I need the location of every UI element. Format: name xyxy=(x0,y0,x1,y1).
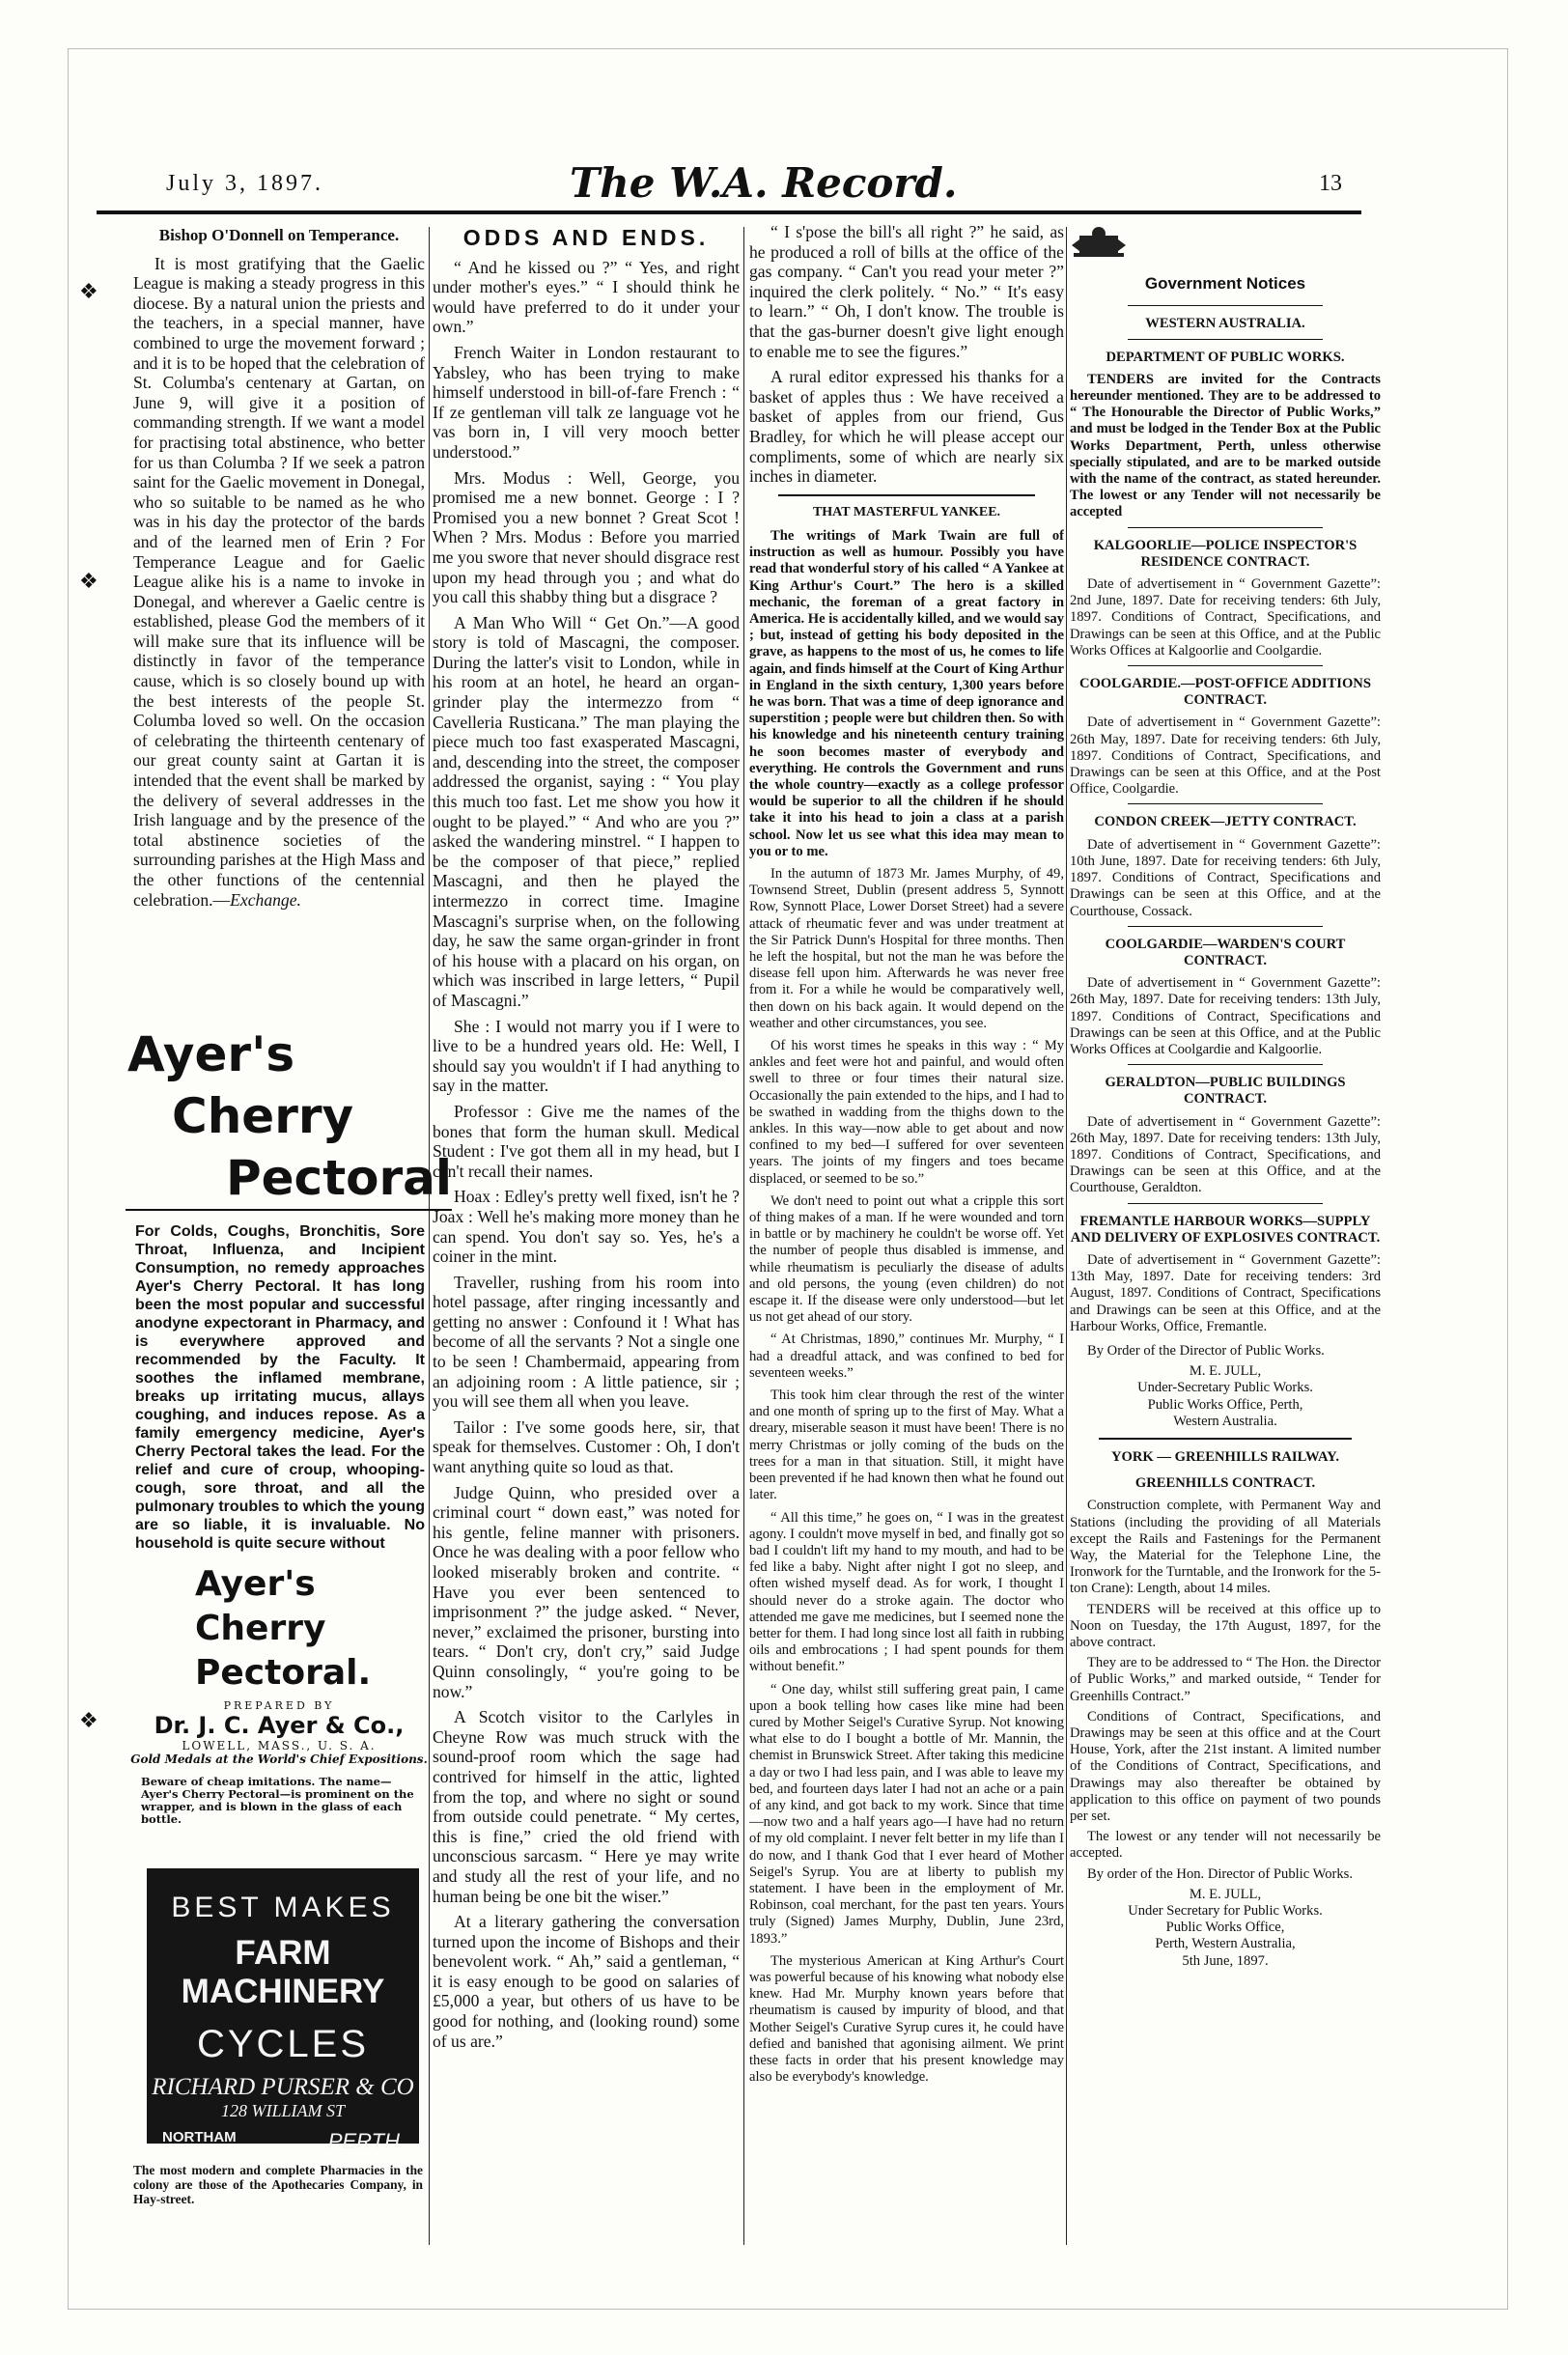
anecdote: A Man Who Will “ Get On.”—A good story is told of Mascagni, the composer. During the latter's visit to London, while in his room at an hotel, he heard an organ-grinder play the intermezzo from “ Cavelleria Rusticana.” The man playing the piece much too fast exasperated Mascagni, and, descending into the street, the composer addressed the organist, saying : “ You play this much too fast. Let me show you how it ought to be played.” “ And who are you ?” asked the wandering minstrel. “ I happen to be the composer of that piece,” replied Mascagni, and then he played the intermezzo in correct time. Imagine Mascagni's surprise when, on the following day, he saw the same organ-grinder in front of his house with a placard on his organ, on which was inscribed in large letters, “ Pupil of Mascagni.” xyxy=(433,612,740,1010)
header-rule xyxy=(97,210,1361,214)
section-heading: ODDS AND ENDS. xyxy=(462,225,710,250)
railway-paragraph: The lowest or any tender will not necessarily be accepted. xyxy=(1070,1829,1381,1862)
ad-line: 128 WILLIAM ST xyxy=(220,2101,345,2120)
separator xyxy=(1128,305,1323,306)
anecdote: Traveller, rushing from his room into hotel passage, after ringing incessantly and getting no answer : Confound it ! What has become of all the servants ? Not a single one to be seen ! Chambermaid, appearing from an adjoining room : A little patience, sir ; you will see them all when you leave. xyxy=(433,1272,740,1412)
signer-name: M. E. JULL, xyxy=(1189,1886,1262,1902)
contract-body: Date of advertisement in “ Government Gazette”: 13th May, 1897. Date for receiving tenders: 3rd August, 1897. Conditions of Contract, Specifications and Drawings can be seen at this Office, and at the Harbour Works, Office, Fremantle. xyxy=(1070,1251,1381,1334)
article-intro: The writings of Mark Twain are full of instruction as well as humour. Possibly you have read that wonderful story of his called “ A Yankee at King Arthur's Court.” The hero is a skilled mechanic, the foreman of a great factory in America. He is accidentally killed, and we would say ; but, instead of getting his body deposited in the grave, as happens to the most of us, he comes to life again, and finds himself at the Court of King Arthur in England in the sixth century, 1,300 years before he was born. That was a time of deep ignorance and superstition ; people were but children then. So with his knowledge and his nineteenth century training he soon becomes master of everybody and everything. He controls the Government and runs the whole country—exactly as a college professor would be superior to all the children if he should take it into his head to join a class at a parish school. Now let us see what this idea may mean to you or to me. xyxy=(749,527,1064,859)
anecdote: She : I would not marry you if I were to live to be a hundred years old. He: Well, I should say you wouldn't if I had anything to say in the matter. xyxy=(433,1016,740,1096)
article-paragraph: We don't need to point out what a cripple this sort of thing makes of a man. If he were wounded and torn in battle or by machinery he couldn't be worse off. Yet the number of people thus disabled is immense, and while rheumatism is peculiarly the disease of adults and old persons, the young (even children) do not escape it. If the disease were only understood—but let us not get ahead of our story. xyxy=(749,1192,1064,1326)
ad-small-line: Pectoral. xyxy=(195,1653,372,1693)
contract-body: Date of advertisement in “ Government Gazette”: 2nd June, 1897. Date for receiving tenders: 6th July, 1897. Conditions of Contract, Specifications, and Drawings can be seen at this Office, and at the Public Works Offices at Kalgoorlie and Coolgardie. xyxy=(1070,576,1381,659)
ad-maker: Dr. J. C. Ayer & Co., xyxy=(154,1712,405,1739)
column-3 xyxy=(749,222,1064,2259)
ad-line: NORTHAM PERTH xyxy=(162,2129,400,2153)
section-heading: Government Notices xyxy=(1144,274,1306,294)
article-heading: THAT MASTERFUL YANKEE. xyxy=(812,504,1001,519)
notice-date: 5th June, 1897. xyxy=(1182,1952,1269,1969)
purser-advertisement xyxy=(147,1868,419,2153)
signer-title: Under-Secretary Public Works. xyxy=(1137,1380,1313,1396)
ad-title-line: Pectoral xyxy=(126,1147,452,1211)
ad-line: CYCLES xyxy=(196,2023,370,2065)
ad-title-line: Cherry xyxy=(172,1088,354,1144)
issue-date: July 3, 1897. xyxy=(166,171,324,196)
anecdote: Tailor : I've some goods here, sir, that speak for themselves. Customer : Oh, I don't want anything quite so loud as that. xyxy=(433,1416,740,1477)
anecdote: At a literary gathering the conversation turned upon the income of Bishops and their benevolent work. “ Ah,” said a gentleman, “ it is easy enough to be good on salaries of £5,000 a year, but others of us have to be good for nothing, and (looking round) some of us are.” xyxy=(433,1912,740,2051)
anecdote: French Waiter in London restaurant to Yabsley, who has been trying to make himself understood in bill-of-fare French : “ If ze gentleman vill talk ze language vot he vas born in, I vill very mooch better understood.” xyxy=(433,342,740,462)
notice-heading: WESTERN AUSTRALIA. xyxy=(1145,316,1305,332)
office-line: Public Works Office, Perth, xyxy=(1147,1396,1303,1413)
masthead-title: The W.A. Record. xyxy=(570,159,958,207)
separator xyxy=(1128,926,1323,927)
contract-title: CONDON CREEK—JETTY CONTRACT. xyxy=(1094,814,1357,830)
notice-subheading: GREENHILLS CONTRACT. xyxy=(1134,1475,1316,1492)
ad-prepared-by: PREPARED BY xyxy=(223,1699,335,1712)
column-divider xyxy=(1066,227,1067,2245)
railway-paragraph: By order of the Hon. Director of Public Works. xyxy=(1087,1865,1353,1882)
anecdote: A Scotch visitor to the Carlyles in Cheyne Row was much struck with the sound-proof room which the sage had contrived for himself in the attic, lighted from the top, and where no sight or sound from outside could penetrate. “ My certes, this is fine,” cried the old friend with unconscious sarcasm. “ Here ye may write and study all the rest of your life, and no human being be one bit the wiser.” xyxy=(433,1707,740,1906)
anecdote: Hoax : Edley's pretty well fixed, isn't he ? Joax : Well he's making more money than he can spend. You don't say so. Yes, he's a coiner in the mint. xyxy=(433,1187,740,1267)
contract-title: COOLGARDIE—WARDEN'S COURT CONTRACT. xyxy=(1105,936,1346,968)
separator xyxy=(1128,665,1323,666)
ad-small-line: Cherry xyxy=(195,1609,326,1648)
separator xyxy=(1128,803,1323,804)
separator xyxy=(1128,527,1323,528)
separator xyxy=(1099,1438,1352,1440)
notice-heading: DEPARTMENT OF PUBLIC WORKS. xyxy=(1106,349,1345,365)
contract-body: Date of advertisement in “ Government Gazette”: 26th May, 1897. Date for receiving tenders: 13th July, 1897. Conditions of Contract, Specifications and Drawings can be seen at this Office, and at the Public Works Offices at Coolgardie and Kalgoorlie. xyxy=(1070,975,1381,1057)
column-divider xyxy=(743,227,744,2245)
railway-paragraph: Construction complete, with Permanent Way and Stations (including the providing of all Materials except the Rails and Fastenings for the Permanent Way, the Material for the Telephone Line, the Ironwork for the Turntable, and the Ironwork for the 5-ton Crane): Length, about 14 miles. xyxy=(1070,1498,1381,1597)
contract-title: COOLGARDIE.—POST-OFFICE ADDITIONS CONTRACT. xyxy=(1079,676,1371,709)
railway-paragraph: They are to be addressed to “ The Hon. the Director of Public Works,” and marked outside, “ Tender for Greenhills Contract.” xyxy=(1070,1655,1381,1704)
article-paragraph: This took him clear through the rest of the winter and one month of spring up to the first of May. What a dreary, miserable season it must have been! There is no merry Christmas or jolly coming of the buds on the trees for a man in that situation. Still, it might have been prevented if he had known then what he found out later. xyxy=(749,1388,1064,1503)
page-number: 13 xyxy=(1319,171,1342,196)
ad-line: RICHARD PURSER & CO xyxy=(152,2074,414,2100)
anecdote: A rural editor expressed his thanks for a basket of apples thus : We have received a basket of apples from our friend, Gus Bradley, for which he will please accept our compliments, some of which are nearly six inches in diameter. xyxy=(749,367,1064,487)
contract-body: Date of advertisement in “ Government Gazette”: 26th May, 1897. Date for receiving tenders: 6th July, 1897. Conditions of Contract, Specifications, and Drawings can be seen at this Office, and at the Post Office, Coolgardie. xyxy=(1070,715,1381,798)
contract-body: Date of advertisement in “ Government Gazette”: 10th June, 1897. Date for receiving tenders: 6th July, 1897. Conditions of Contract, Specifications and Drawings can be seen at this Office, and at the Courthouse, Cossack. xyxy=(1070,836,1381,919)
column-1 xyxy=(133,222,425,1004)
contract-title: GERALDTON—PUBLIC BUILDINGS CONTRACT. xyxy=(1105,1075,1346,1107)
article-heading: Bishop O'Donnell on Temperance. xyxy=(158,226,400,244)
anecdote: Professor : Give me the names of the bones that form the human skull. Medical Student : I've got them all in my head, but I can't recall their names. xyxy=(433,1101,740,1181)
separator xyxy=(1128,1203,1323,1204)
contract-body: Date of advertisement in “ Government Gazette”: 26th May, 1897. Date for receiving tenders: 13th July, 1897. Conditions of Contract, Specifications, and Drawings can be seen at this Office, and at the Courthouse, Geraldton. xyxy=(1070,1113,1381,1196)
article-paragraph: “ One day, whilst still suffering great pain, I came upon a book telling how cases like mine had been cured by Mother Seigel's Curative Syrup. Not knowing what else to do I bought a bottle of Mr. Mannin, the chemist in Brunswick Street. After taking this medicine a day or two I had less pain, and I was able to leave my bed, and fourteen days later I had not an ache or a pain of any kind, and got back to my work. Since that time—now two and a half years ago—I have had no return of my old complaint. I never felt better in my life than I do now, and I thank God that I ever heard of Mother Seigel's Syrup. You are at liberty to publish my statement. I have been in the employment of Mr. Robinson, coal merchant, for the past ten years. Yours truly (Signed) James Murphy, Dublin, June 23rd, 1893.” xyxy=(749,1681,1064,1947)
ad-small-line: Ayer's xyxy=(195,1564,316,1604)
signer-name: M. E. JULL, xyxy=(1189,1363,1262,1380)
ad-location: LOWELL, MASS., U. S. A. xyxy=(182,1739,377,1752)
railway-paragraph: Conditions of Contract, Specifications, and Drawings may be seen at this office and at the Court House, York, after the 21st instant. A limited number of the Conditions of Contract, Specifications, and Drawings may also thereafter be obtained by application to this office on payment of two pounds per set. xyxy=(1070,1708,1381,1825)
ad-body: For Colds, Coughs, Bronchitis, Sore Throat, Influenza, and Incipient Consumption, no remedy approaches Ayer's Cherry Pectoral. It has long been the most popular and successful anodyne expectorant in Pharmacy, and is everywhere approved and recommended by the Faculty. It soothes the inflamed membrane, breaks up irritating mucus, allays coughing, and induces repose. As a family emergency medicine, Ayer's Cherry Pectoral takes the lead. For the relief and cure of croup, whooping-cough, sore throat, and all the pulmonary troubles to which the young are so liable, it is invaluable. No household is quite secure without xyxy=(135,1223,425,1552)
margin-mark: ❖ xyxy=(79,570,98,594)
column-2 xyxy=(433,222,740,2259)
office-line: Western Australia. xyxy=(1173,1413,1277,1429)
margin-mark: ❖ xyxy=(79,280,98,304)
column-4 xyxy=(1070,222,1381,2259)
notice-heading: YORK — GREENHILLS RAILWAY. xyxy=(1110,1448,1339,1465)
anecdote: Mrs. Modus : Well, George, you promised me a new bonnet. George : I ? Promised you a new bonnet ? Great Scot ! When ? Mrs. Modus : Before you married me you swore that never should disgrace rest upon my head through you ; and what do you call this shabby thing but a disgrace ? xyxy=(433,467,740,607)
article-body: It is most gratifying that the Gaelic League is making a steady progress in this diocese. By a natural union the priests and the teachers, in a special manner, have combined to urge the movement forward ; and it is to be hoped that the celebration of St. Columba's centenary at Gartan, on June 9, will give it a position of commanding strength. If we want a model for practising total abstinence, who better for us than Columba ? If we seek a patron saint for the Gaelic movement in Donegal, who so suitable to be named as he who was in his day the protector of the bards and of the learned men of Erin ? For Temperance League and for Gaelic League alike his is a name to invoke in Donegal, and wherever a Gaelic centre is established, please God the members of it will make sure that its influence will be distinctly in favor of the temperance cause, which is so closely bound up with the best interests of the people St. Columba loved so well. On the occasion of celebrating the thirteenth centenary of our great county saint at Gartan it is intended that the event shall be marked by the delivery of several addresses in the Irish language and by the presence of the total abstinence societies of the surrounding parishes at the High Mass and the other functions of the centennial celebration.—Exchange. xyxy=(133,253,425,910)
contract-title: KALGOORLIE—POLICE INSPECTOR'S RESIDENCE CONTRACT. xyxy=(1093,537,1358,570)
coat-of-arms-icon xyxy=(1070,224,1128,263)
apothecaries-notice: The most modern and complete Pharmacies in the colony are those of the Apothecaries Company, in Hay-street. xyxy=(133,2163,423,2206)
article-credit: Exchange. xyxy=(230,889,301,910)
margin-mark: ❖ xyxy=(79,1709,98,1733)
page-header xyxy=(97,159,1361,208)
ad-beware-notice: Beware of cheap imitations. The name—Ayer's Cherry Pectoral—is prominent on the wrapper, and is blown in the glass of each bottle. xyxy=(141,1775,414,1826)
ad-gold-medals: Gold Medals at the World's Chief Expositions. xyxy=(130,1752,428,1766)
signer-title: Under Secretary for Public Works. xyxy=(1128,1903,1323,1920)
anecdote: Judge Quinn, who presided over a criminal court “ down east,” was noted for his gentle, feline manner with prisoners. Once he was dealing with a poor fellow who looked miserably broken and contrite. “ Have you ever been sentenced to imprisonment ?” the judge asked. “ Never, never,” exclaimed the prisoner, bursting into tears. “ Don't cry, don't cry,” said Judge Quinn consolingly, “ you're going to be now.” xyxy=(433,1482,740,1701)
separator xyxy=(1128,339,1323,340)
order-line: By Order of the Director of Public Works. xyxy=(1087,1342,1325,1359)
article-paragraph: “ All this time,” he goes on, “ I was in the greatest agony. I couldn't move myself in bed, and finally got so bad I couldn't lift my hand to my mouth, and had to be fed like a baby. Night after night I got no sleep, and often wished myself dead. As for work, I thought I should never do a stroke again. The doctor who attended me gave me medicines, but I seemed none the better for them. I had long since lost all faith in rubbing oils and embrocations ; I had spent pounds for them without benefit.” xyxy=(749,1509,1064,1675)
article-paragraph: The mysterious American at King Arthur's Court was powerful because of his knowing what nobody else knew. Had Mr. Murphy known years before that rheumatism is caused by impurity of blood, and that Mother Seigel's Curative Syrup cures it, he could have defied and banished that agonising ailment. We print these facts in order that his present knowledge may also be everybody's knowledge. xyxy=(749,1952,1064,2086)
article-paragraph: “ At Christmas, 1890,” continues Mr. Murphy, “ I had a dreadful attack, and was confined to bed for seventeen weeks.” xyxy=(749,1332,1064,1381)
article-paragraph: Of his worst times he speaks in this way : “ My ankles and feet were hot and painful, and would often swell to three or four times their natural size. Occasionally the pain extended to the hips, and I had to be swathed in wadding from the thighs down to the ankles. In this way—now able to get about and now confined to my bed—I suffered for over seventeen years. The joints of my fingers and toes became displaced, or seemed to be so.” xyxy=(749,1038,1064,1187)
ad-line: FARM MACHINERY xyxy=(181,1934,385,2010)
ayer-advertisement xyxy=(126,1023,452,1836)
article-paragraph: In the autumn of 1873 Mr. James Murphy, of 49, Townsend Street, Dublin (present address 5, Synnott Row, Synnott Place, Lower Dorset Street) had a severe attack of rheumatic fever and was under treatment at the Sir Patrick Dunn's Hospital for three months. Then he left the hospital, but not the man he was before the disease fell upon him. Afterwards he was never free from it. For a while he would be comparatively well, then down on his back again. It would depend on the weather and other circumstances, you see. xyxy=(749,865,1064,1031)
separator xyxy=(778,494,1035,496)
office-line: Public Works Office, xyxy=(1165,1920,1285,1936)
office-line: Perth, Western Australia, xyxy=(1155,1936,1296,1952)
railway-paragraph: TENDERS will be received at this office up to Noon on Tuesday, the 17th August, 1897, for the above contract. xyxy=(1070,1601,1381,1651)
anecdote: “ I s'pose the bill's all right ?” he said, as he produced a roll of bills at the office of the gas company. “ Can't you read your meter ?” inquired the clerk politely. “ No.” “ It's easy to learn.” “ Oh, I don't know. The trouble is that the gas-burner doesn't give light enough to enable me to see the figures.” xyxy=(749,222,1064,361)
tender-notice: TENDERS are invited for the Contracts hereunder mentioned. They are to be addressed to “ The Honourable the Director of Public Works,” and must be lodged in the Tender Box at the Public Works Department, Perth, unless otherwise specially stipulated, and are to be marked outside with the name of the contract, as stated hereunder. The lowest or any Tender will not necessarily be accepted xyxy=(1070,371,1381,520)
ad-line: BEST MAKES xyxy=(171,1892,395,1923)
anecdote: “ And he kissed ou ?” “ Yes, and right under mother's eyes.” “ I should think he would have preferred to do it under your own.” xyxy=(433,257,740,337)
contract-title: FREMANTLE HARBOUR WORKS—SUPPLY AND DELIVERY OF EXPLOSIVES CONTRACT. xyxy=(1070,1213,1381,1246)
ad-title-line: Ayer's xyxy=(127,1026,295,1082)
separator xyxy=(1128,1064,1323,1065)
